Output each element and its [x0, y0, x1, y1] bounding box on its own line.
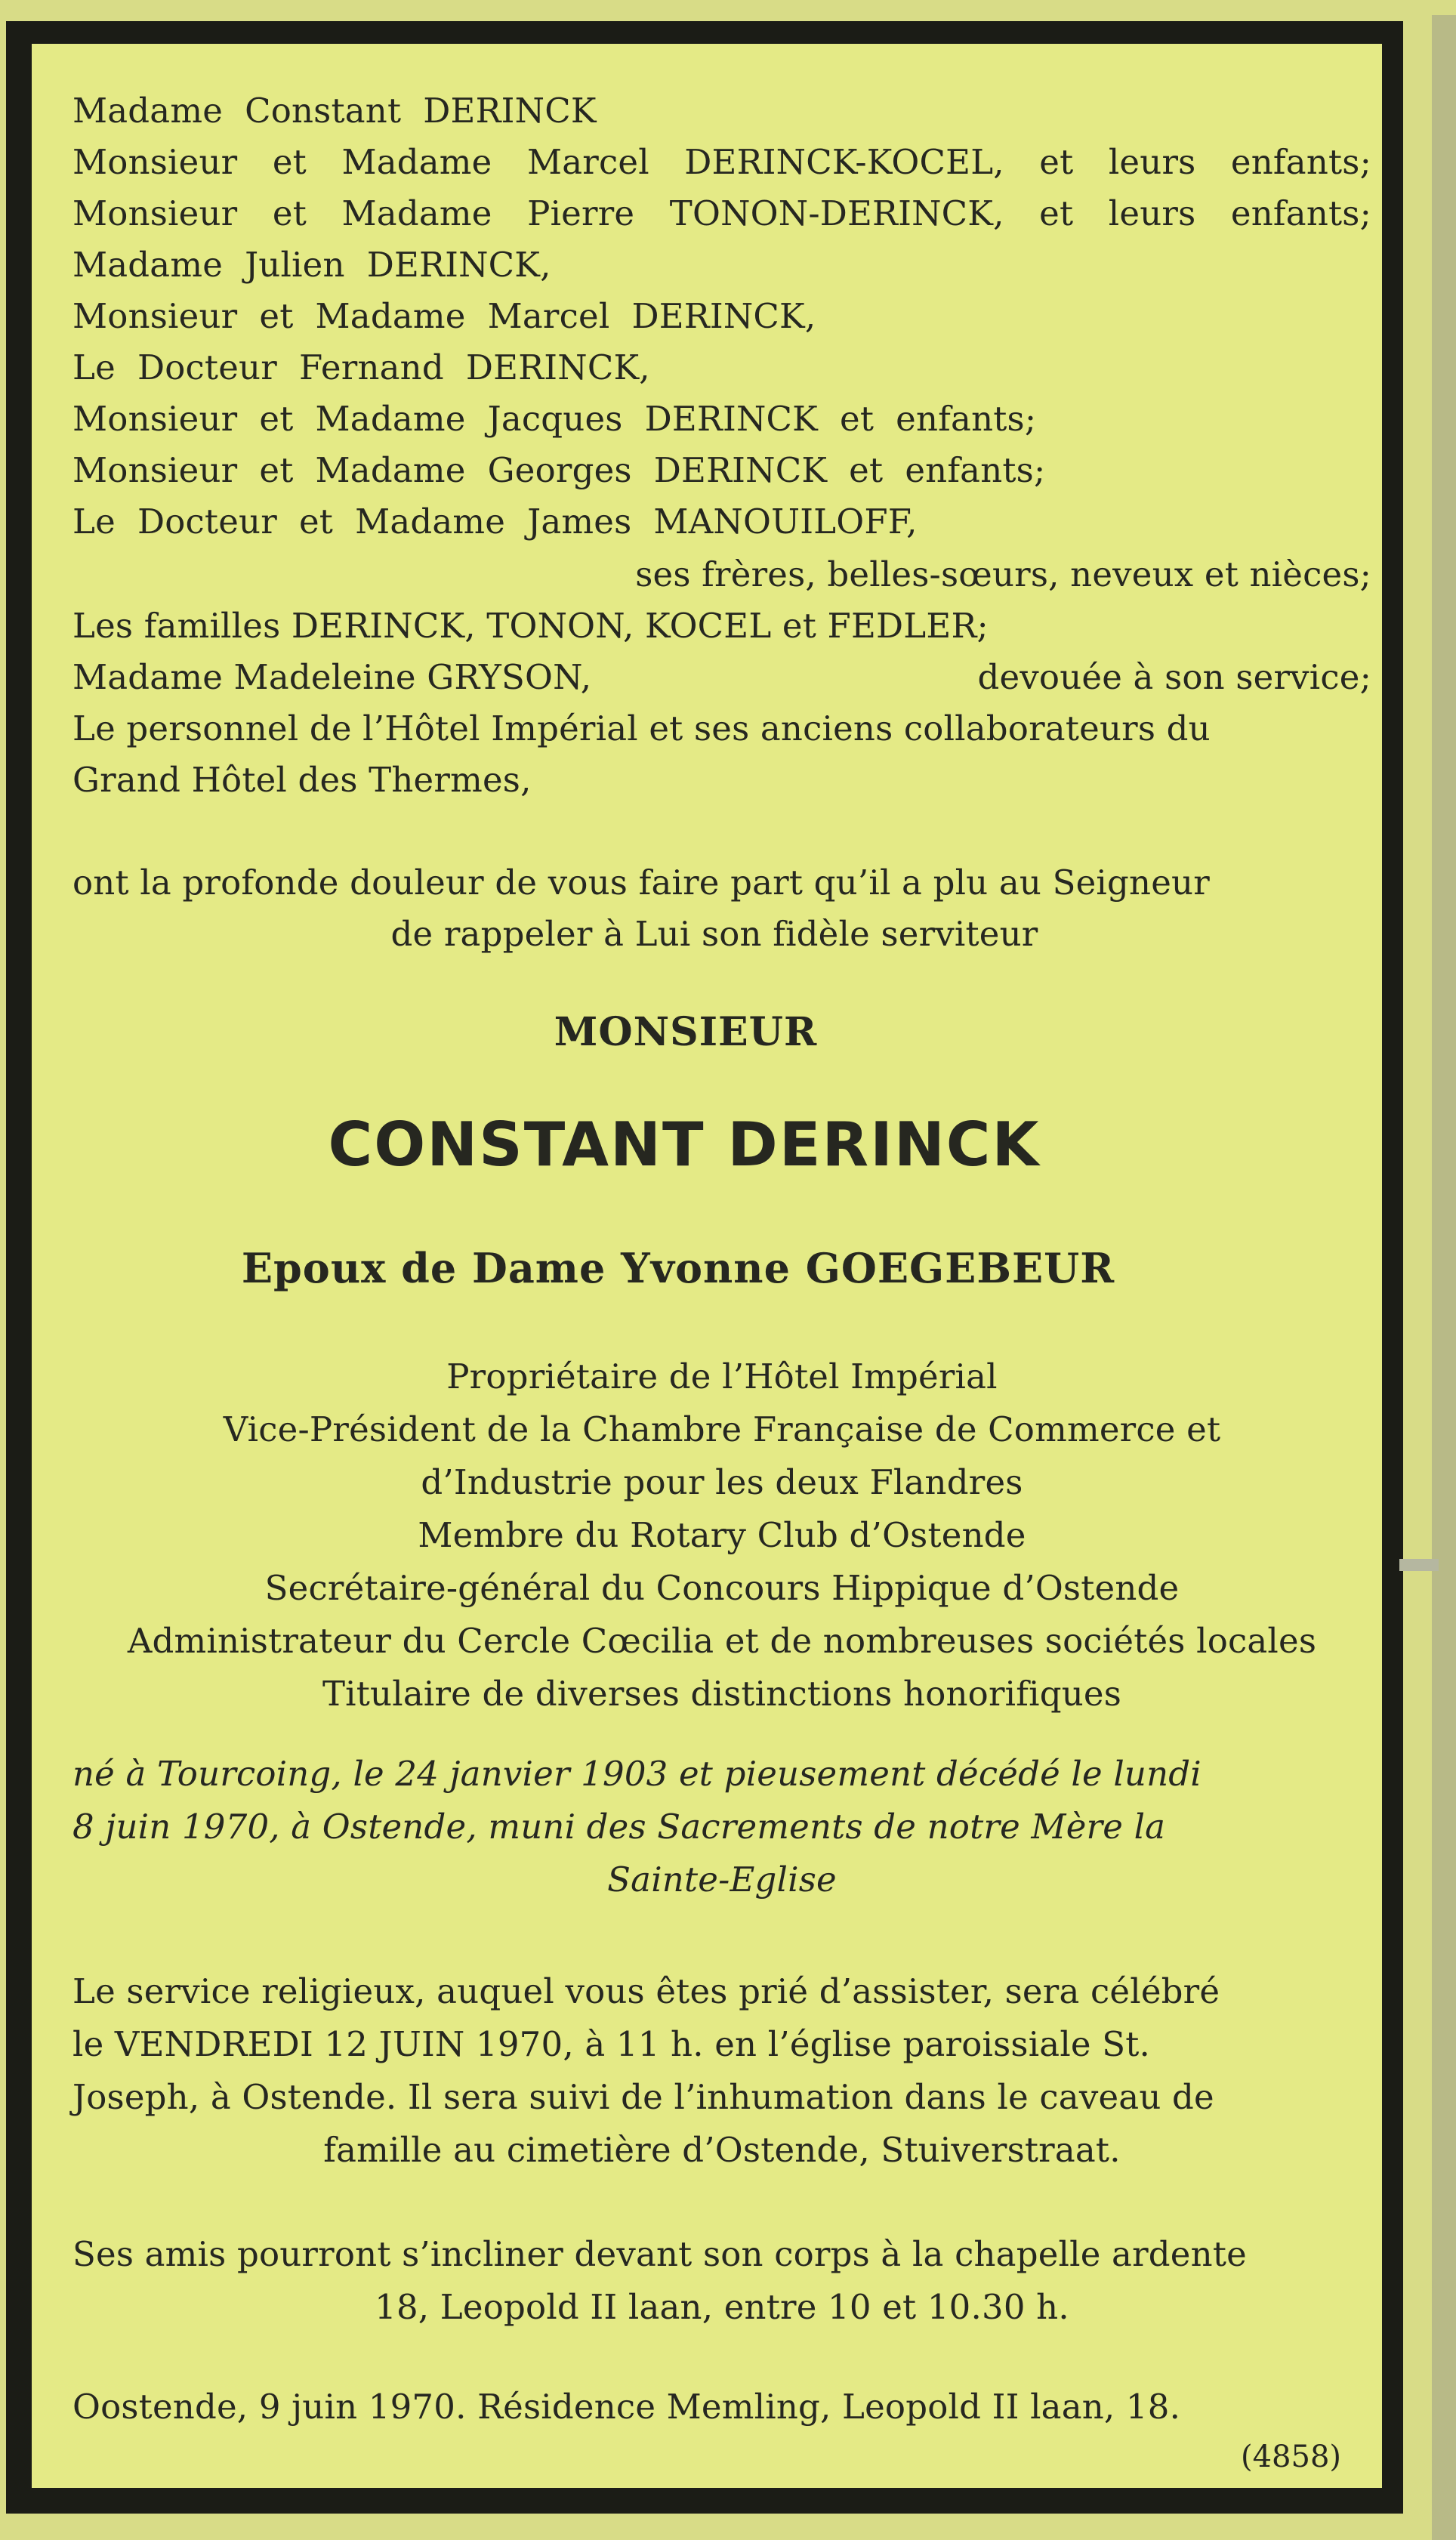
function-line: Propriétaire de l’Hôtel Impérial	[446, 1356, 998, 1397]
family-word: Monsieur	[72, 399, 238, 439]
family-word: Fernand	[298, 347, 444, 387]
gryson-line	[72, 656, 1371, 699]
birth-line-3: Sainte-Eglise	[607, 1859, 837, 1900]
gryson-role: devouée à son service;	[977, 657, 1371, 697]
family-word: et	[298, 502, 334, 542]
family-word: et	[1039, 142, 1074, 182]
family-word: DERINCK,	[465, 347, 650, 387]
family-word: leurs	[1108, 193, 1196, 233]
family-word: DERINCK	[653, 450, 828, 490]
family-word: et	[259, 399, 294, 439]
family-word: et	[259, 296, 294, 336]
announcement-line-1: ont la profonde douleur de vous faire part qu’il a plu au Seigneur	[72, 863, 1210, 903]
family-word: Madame	[315, 450, 466, 490]
family-word: Pierre	[527, 193, 635, 233]
function-line: Secrétaire-général du Concours Hippique d’Ostende	[264, 1568, 1180, 1608]
family-word: et	[840, 399, 875, 439]
family-word: Le	[72, 347, 116, 387]
family-word: et	[849, 450, 884, 490]
family-word: Monsieur	[72, 296, 238, 336]
birth-line-2: 8 juin 1970, à Ostende, muni des Sacrements de notre Mère la	[72, 1807, 1166, 1847]
relations-line: ses frères, belles-sœurs, neveux et nièces;	[635, 554, 1371, 594]
paper-edge	[1432, 15, 1456, 2540]
family-word: DERINCK	[423, 91, 597, 131]
family-word: TONON-DERINCK,	[669, 193, 1004, 233]
family-word: Monsieur	[72, 193, 238, 233]
family-word: Madame	[72, 245, 224, 285]
place-and-date: Oostende, 9 juin 1970. Résidence Memling, Leopold II laan, 18.	[72, 2387, 1181, 2427]
family-word: Madame	[341, 142, 492, 182]
function-line: Vice-Président de la Chambre Française de Commerce et	[223, 1409, 1221, 1449]
deceased-name: CONSTANT DERINCK	[328, 1110, 1041, 1180]
family-word: et	[1039, 193, 1074, 233]
family-word: Madame	[315, 296, 466, 336]
family-word: Jacques	[487, 399, 623, 439]
family-word: Madame	[72, 91, 224, 131]
border-gap	[1399, 1559, 1439, 1571]
service-line-1: Le service religieux, auquel vous êtes prié d’assister, sera célébré	[72, 1971, 1220, 2011]
family-word: Madame	[315, 399, 466, 439]
family-word: et	[272, 193, 307, 233]
family-word: Docteur	[137, 347, 277, 387]
visit-line-1: Ses amis pourront s’incliner devant son corps à la chapelle ardente	[72, 2234, 1247, 2274]
family-word: Monsieur	[72, 450, 238, 490]
family-line	[72, 295, 1371, 338]
service-line-3: Joseph, à Ostende. Il sera suivi de l’inhumation dans le caveau de	[72, 2077, 1214, 2117]
function-line: d’Industrie pour les deux Flandres	[421, 1462, 1023, 1502]
family-word: et	[272, 142, 307, 182]
family-line	[72, 89, 1371, 133]
family-word: Marcel	[487, 296, 610, 336]
service-line-4: famille au cimetière d’Ostende, Stuiverstraat.	[323, 2130, 1121, 2170]
family-word: et	[259, 450, 294, 490]
family-word: James	[527, 502, 632, 542]
family-line	[72, 140, 1371, 184]
family-word: Docteur	[137, 502, 277, 542]
family-word: Julien	[245, 245, 345, 285]
family-word: DERINCK-KOCEL,	[684, 142, 1004, 182]
family-line	[72, 243, 1371, 287]
function-line: Administrateur du Cercle Cœcilia et de nombreuses sociétés locales	[127, 1621, 1317, 1661]
gryson-name: Madame Madeleine GRYSON,	[72, 657, 592, 697]
spouse-line: Epoux de Dame Yvonne GOEGEBEUR	[241, 1244, 1115, 1292]
family-line	[72, 192, 1371, 236]
family-word: DERINCK,	[366, 245, 551, 285]
family-word: enfants;	[905, 450, 1046, 490]
service-line-2: le VENDREDI 12 JUIN 1970, à 11 h. en l’église paroissiale St.	[72, 2024, 1151, 2064]
staff-line-2: Grand Hôtel des Thermes,	[72, 760, 532, 800]
family-word: enfants;	[1230, 193, 1371, 233]
birth-line-1: né à Tourcoing, le 24 janvier 1903 et pieusement décédé le lundi	[72, 1754, 1202, 1794]
reference-number: (4858)	[1240, 2440, 1341, 2474]
family-line	[72, 397, 1371, 441]
family-word: DERINCK	[644, 399, 819, 439]
family-word: Georges	[487, 450, 632, 490]
family-word: Madame	[355, 502, 506, 542]
family-word: Marcel	[526, 142, 649, 182]
family-line	[72, 500, 1371, 544]
staff-line-1: Le personnel de l’Hôtel Impérial et ses anciens collaborateurs du	[72, 708, 1211, 748]
family-word: Madame	[341, 193, 492, 233]
family-word: Constant	[245, 91, 402, 131]
family-word: Monsieur	[72, 142, 238, 182]
families-line: Les familles DERINCK, TONON, KOCEL et FEDLER;	[72, 606, 989, 646]
family-word: MANOUILOFF,	[653, 502, 918, 542]
family-word: leurs	[1108, 142, 1196, 182]
family-word: Le	[72, 502, 116, 542]
family-line	[72, 449, 1371, 492]
visit-line-2: 18, Leopold II laan, entre 10 et 10.30 h.	[375, 2287, 1069, 2327]
family-word: enfants;	[1230, 142, 1371, 182]
honorific-title: MONSIEUR	[554, 1009, 818, 1055]
function-line: Titulaire de diverses distinctions honorifiques	[322, 1674, 1122, 1714]
function-line: Membre du Rotary Club d’Ostende	[418, 1515, 1026, 1555]
family-word: enfants;	[896, 399, 1037, 439]
announcement-line-2: de rappeler à Lui son fidèle serviteur	[390, 914, 1038, 954]
family-line	[72, 346, 1371, 390]
family-word: DERINCK,	[631, 296, 816, 336]
obituary-notice	[72, 89, 1371, 2474]
